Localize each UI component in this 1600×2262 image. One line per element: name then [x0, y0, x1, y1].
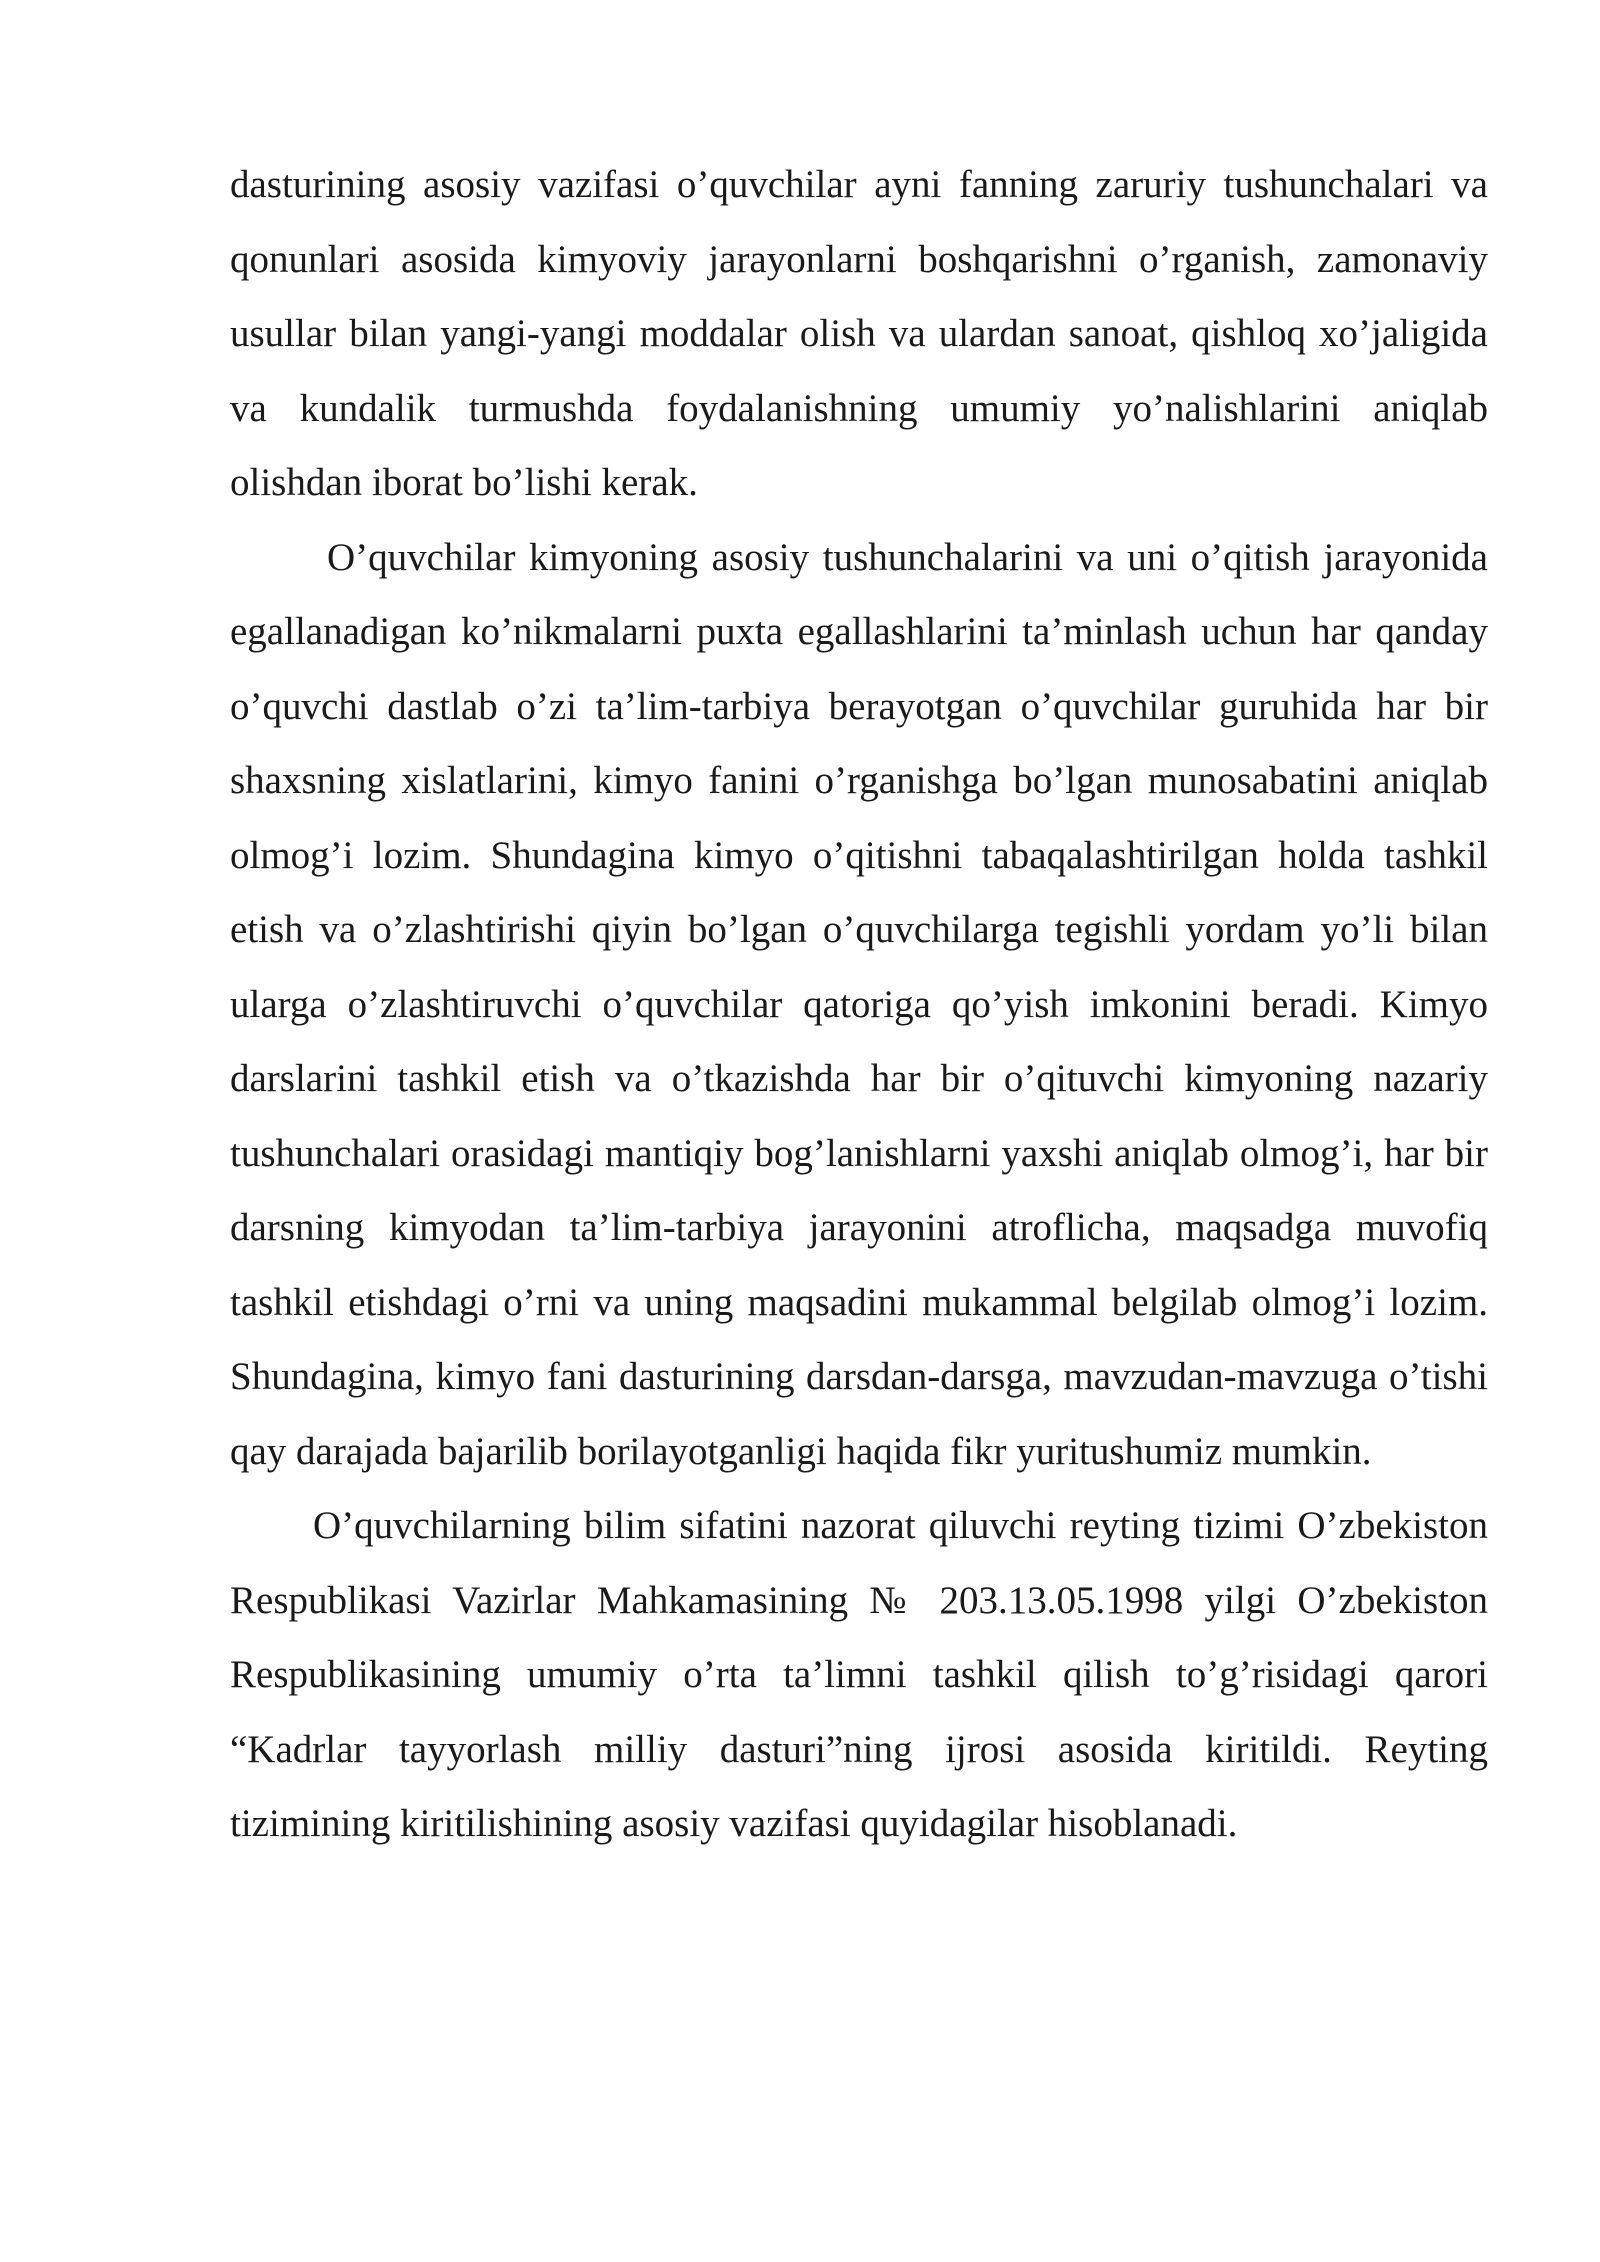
paragraph-teacher-role: O’quvchilar kimyoning asosiy tushunchalarini va uni o’qitish jarayonida egallanadigan ko’nikmalarni puxta egallashlarini ta’minlash uchun har qanday o’quvchi dastlab o’zi ta’lim-tarbiya berayotgan o’quvchilar guruhida har bir shaxsning xislatlarini, kimyo fanini o’rganishga bo’lgan munosabatini aniqlab olmog’i lozim. Shundagina kimyo o’qitishni tabaqalashtirilgan holda tashkil etish va o’zlashtirishi qiyin bo’lgan o’quvchilarga tegishli yordam yo’li bilan ularga o’zlashtiruvchi o’quvchilar qatoriga qo’yish imkonini beradi. Kimyo darslarini tashkil etish va o’tkazishda har bir o’qituvchi kimyoning nazariy tushunchalari orasidagi mantiqiy bog’lanishlarni yaxshi aniqlab olmog’i, har bir darsning kimyodan ta’lim-tarbiya jarayonini atroflicha, maqsadga muvofiq tashkil etishdagi o’rni va uning maqsadini mukammal belgilab olmog’i lozim. Shundagina, kimyo fani dasturining darsdan-darsga, mavzudan-mavzuga o’tishi qay darajada bajarilib borilayotganligi haqida fikr yuritushumiz mumkin. [230, 535, 1488, 1473]
paragraph-continuation: dasturining asosiy vazifasi o’quvchilar ayni fanning zaruriy tushunchalari va qonunlari asosida kimyoviy jarayonlarni boshqarishni o’rganish, zamonaviy usullar bilan yangi-yangi moddalar olish va ulardan sanoat, qishloq xo’jaligida va kundalik turmushda foydalanishning umumiy yo’nalishlarini aniqlab olishdan iborat bo’lishi kerak. [230, 163, 1488, 504]
paragraph-rating-system: O’quvchilarning bilim sifatini nazorat qiluvchi reyting tizimi O’zbekiston Respublikasi Vazirlar Mahkamasining № 203.13.05.1998 yilgi O’zbekiston Respublikasining umumiy o’rta ta’limni tashkil qilish to’g’risidagi qarori “Kadrlar tayyorlash milliy dasturi”ning ijrosi asosida kiritildi. Reyting tizimining kiritilishining asosiy vazifasi quyidagilar hisoblanadi. [230, 1504, 1488, 1845]
document-page [230, 148, 1488, 1862]
